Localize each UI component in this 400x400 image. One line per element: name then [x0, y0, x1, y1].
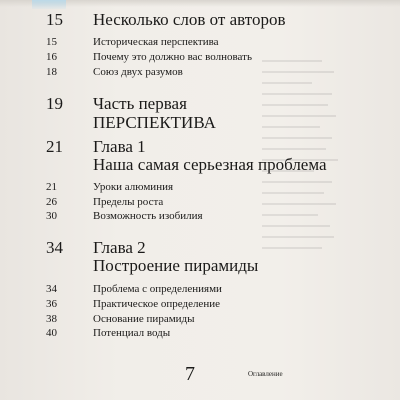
running-footer: Оглавление — [248, 370, 283, 378]
toc-entry: Основание пирамиды — [93, 313, 195, 325]
chapter-label: Глава 2 — [93, 238, 146, 257]
chapter-page-number: 21 — [46, 137, 63, 156]
toc-entry: Практическое определение — [93, 298, 220, 310]
entry-page-number: 34 — [46, 283, 57, 295]
section-page-number: 15 — [46, 10, 63, 29]
chapter-page-number: 34 — [46, 238, 63, 257]
chapter-title: Построение пирамиды — [93, 256, 259, 275]
toc-entry: Пределы роста — [93, 196, 164, 208]
toc-entry: Возможность изобилия — [93, 210, 203, 222]
bookmark-tab — [32, 0, 66, 9]
toc-entry: Потенциал воды — [93, 327, 171, 339]
toc-entry: Историческая перспектива — [93, 36, 219, 48]
toc-entry: Уроки алюминия — [93, 181, 174, 193]
entry-page-number: 18 — [46, 66, 57, 78]
section-title: Несколько слов от авторов — [93, 10, 286, 29]
entry-page-number: 16 — [46, 51, 57, 63]
entry-page-number: 30 — [46, 210, 57, 222]
folio-page-number: 7 — [185, 363, 195, 385]
entry-page-number: 26 — [46, 196, 57, 208]
entry-page-number: 38 — [46, 313, 57, 325]
toc-entry: Почему это должно вас волновать — [93, 51, 252, 63]
chapter-label: Глава 1 — [93, 137, 146, 156]
entry-page-number: 21 — [46, 181, 57, 193]
part-label: Часть первая — [93, 94, 187, 113]
show-through-text — [262, 60, 340, 360]
entry-page-number: 40 — [46, 327, 57, 339]
chapter-title: Наша самая серьезная проблема — [93, 155, 327, 174]
part-page-number: 19 — [46, 94, 63, 113]
entry-page-number: 15 — [46, 36, 57, 48]
entry-page-number: 36 — [46, 298, 57, 310]
part-title: ПЕРСПЕКТИВА — [93, 113, 216, 132]
toc-entry: Проблема с определениями — [93, 283, 222, 295]
toc-entry: Союз двух разумов — [93, 66, 183, 78]
